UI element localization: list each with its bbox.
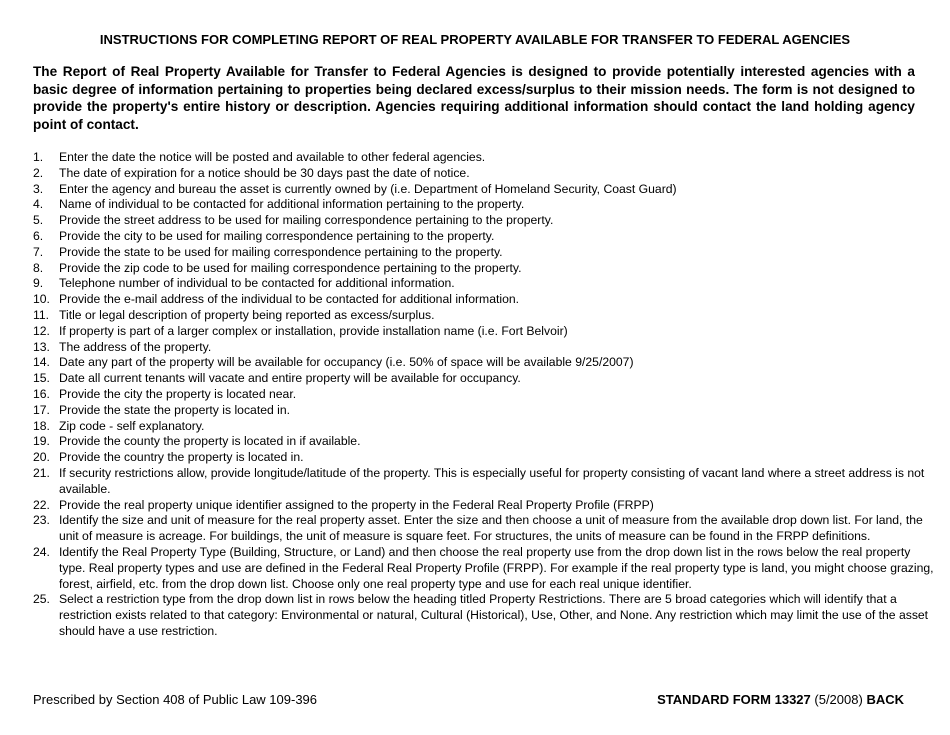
instruction-number: 1. bbox=[33, 150, 44, 164]
instruction-item bbox=[33, 182, 938, 198]
instruction-number: 25. bbox=[33, 592, 50, 607]
instruction-text: Provide the city to be used for mailing correspondence pertaining to the property. bbox=[59, 228, 495, 243]
instruction-number: 19. bbox=[33, 434, 50, 449]
instruction-item bbox=[33, 340, 938, 356]
instruction-item bbox=[33, 261, 938, 277]
instruction-number: 12. bbox=[33, 323, 50, 338]
instruction-item bbox=[33, 276, 938, 292]
instruction-text: Name of individual to be contacted for additional information pertaining to the property. bbox=[59, 197, 525, 212]
instruction-item bbox=[33, 513, 938, 545]
instruction-number: 23. bbox=[33, 513, 50, 528]
instruction-text: Provide the county the property is located in if available. bbox=[59, 434, 361, 449]
instruction-number: 13. bbox=[33, 339, 50, 354]
instruction-item bbox=[33, 166, 938, 182]
instruction-text: Provide the state the property is located in. bbox=[59, 402, 291, 417]
instruction-number: 16. bbox=[33, 386, 50, 401]
instruction-text: Provide the country the property is located in. bbox=[59, 450, 304, 465]
instruction-item bbox=[33, 498, 938, 514]
instruction-item bbox=[33, 308, 938, 324]
instruction-item bbox=[33, 387, 938, 403]
instruction-text: Provide the e-mail address of the individual to be contacted for additional information. bbox=[59, 292, 520, 307]
instruction-text: Zip code - self explanatory. bbox=[59, 418, 205, 433]
instruction-item bbox=[33, 434, 938, 450]
instruction-item bbox=[33, 213, 938, 229]
instruction-text: The date of expiration for a notice should be 30 days past the date of notice. bbox=[59, 165, 470, 180]
instruction-number: 14. bbox=[33, 355, 50, 370]
instruction-text: Provide the city the property is located near. bbox=[59, 386, 297, 401]
instruction-number: 21. bbox=[33, 465, 50, 480]
instruction-item bbox=[33, 245, 938, 261]
instruction-item bbox=[33, 292, 938, 308]
instruction-item bbox=[33, 403, 938, 419]
instruction-number: 9. bbox=[33, 276, 44, 291]
instruction-number: 3. bbox=[33, 181, 44, 196]
instruction-item bbox=[33, 355, 938, 371]
instruction-text: Provide the real property unique identifier assigned to the property in the Federal Real Property Profile (FRPP) bbox=[59, 497, 654, 512]
instruction-list bbox=[33, 150, 938, 640]
instruction-item bbox=[33, 324, 938, 340]
instruction-item bbox=[33, 150, 938, 166]
instruction-number: 7. bbox=[33, 244, 44, 259]
form-identifier bbox=[657, 692, 904, 708]
intro-paragraph: The Report of Real Property Available for Transfer to Federal Agencies is designed to provide potentially interested agencies with a basic degree of information pertaining to properties being declared excess/surplus to their mission needs. The form is not designed to provide the property's entire history or description. Agencies requiring additional information should contact the land holding agency point of contact. bbox=[33, 64, 915, 132]
instruction-number: 24. bbox=[33, 544, 50, 559]
instruction-number: 15. bbox=[33, 371, 50, 386]
instruction-item bbox=[33, 371, 938, 387]
instruction-text: If security restrictions allow, provide longitude/latitude of the property. This is especially useful for property consisting of vacant land where a street address is not available. bbox=[59, 465, 925, 496]
instruction-text: If property is part of a larger complex or installation, provide installation name (i.e. Fort Belvoir) bbox=[59, 323, 568, 338]
instruction-item bbox=[33, 545, 938, 592]
instruction-number: 6. bbox=[33, 228, 44, 243]
document-title: INSTRUCTIONS FOR COMPLETING REPORT OF REAL PROPERTY AVAILABLE FOR TRANSFER TO FEDERAL AGENCIES bbox=[99, 32, 851, 47]
instruction-number: 8. bbox=[33, 260, 44, 275]
instruction-number: 10. bbox=[33, 292, 50, 307]
instruction-number: 20. bbox=[33, 450, 50, 465]
instruction-number: 5. bbox=[33, 213, 44, 228]
instruction-text: Identify the size and unit of measure for the real property asset. Enter the size and then choose a unit of measure from the available drop down list. For land, the unit of measure is acreage. For buildings, the unit of measure is square feet. For structures, the units of measure can be found in the FRPP definitions. bbox=[59, 513, 923, 544]
instruction-item bbox=[33, 229, 938, 245]
instruction-text: The address of the property. bbox=[59, 339, 212, 354]
instruction-text: Date all current tenants will vacate and entire property will be available for occupancy. bbox=[59, 371, 521, 386]
instruction-number: 22. bbox=[33, 497, 50, 512]
instruction-text: Enter the date the notice will be posted and available to other federal agencies. bbox=[59, 150, 486, 164]
instruction-number: 18. bbox=[33, 418, 50, 433]
instruction-text: Telephone number of individual to be contacted for additional information. bbox=[59, 276, 455, 291]
form-date: (5/2008) bbox=[814, 692, 863, 707]
instruction-text: Date any part of the property will be available for occupancy (i.e. 50% of space will be available 9/25/2007) bbox=[59, 355, 634, 370]
form-side: BACK bbox=[866, 692, 904, 707]
instruction-number: 17. bbox=[33, 402, 50, 417]
instruction-text: Identify the Real Property Type (Building, Structure, or Land) and then choose the real property use from the drop down list in the rows below the real property type. Real property types and use are defined in the Federal Real Property Profile (FRPP). For example if the real property type is land, you might choose grazing, forest, airfield, etc. from the drop down list. Choose only one real property type and use for each real unique identifier. bbox=[59, 544, 934, 591]
instruction-text: Enter the agency and bureau the asset is currently owned by (i.e. Department of Homeland Security, Coast Guard) bbox=[59, 181, 677, 196]
instruction-text: Provide the zip code to be used for mailing correspondence pertaining to the property. bbox=[59, 260, 522, 275]
instruction-text: Provide the state to be used for mailing correspondence pertaining to the property. bbox=[59, 244, 503, 259]
instruction-item bbox=[33, 197, 938, 213]
instruction-number: 11. bbox=[33, 307, 50, 322]
instruction-item bbox=[33, 419, 938, 435]
instruction-item bbox=[33, 592, 938, 639]
instruction-text: Select a restriction type from the drop down list in rows below the heading titled Property Restrictions. There are 5 broad categories which will identify that a restriction exists related to that category: Environmental or natural, Cultural (Historical), Use, Other, and None. Any restriction which may limit the use of the asset should have a use restriction. bbox=[59, 592, 929, 638]
instruction-number: 4. bbox=[33, 197, 44, 212]
instruction-item bbox=[33, 450, 938, 466]
form-name: STANDARD FORM 13327 bbox=[657, 692, 811, 707]
instruction-text: Title or legal description of property being reported as excess/surplus. bbox=[59, 307, 435, 322]
prescribed-by-note: Prescribed by Section 408 of Public Law 109-396 bbox=[33, 692, 318, 707]
instruction-text: Provide the street address to be used for mailing correspondence pertaining to the property. bbox=[59, 213, 554, 228]
instruction-item bbox=[33, 466, 938, 498]
instruction-number: 2. bbox=[33, 165, 44, 180]
